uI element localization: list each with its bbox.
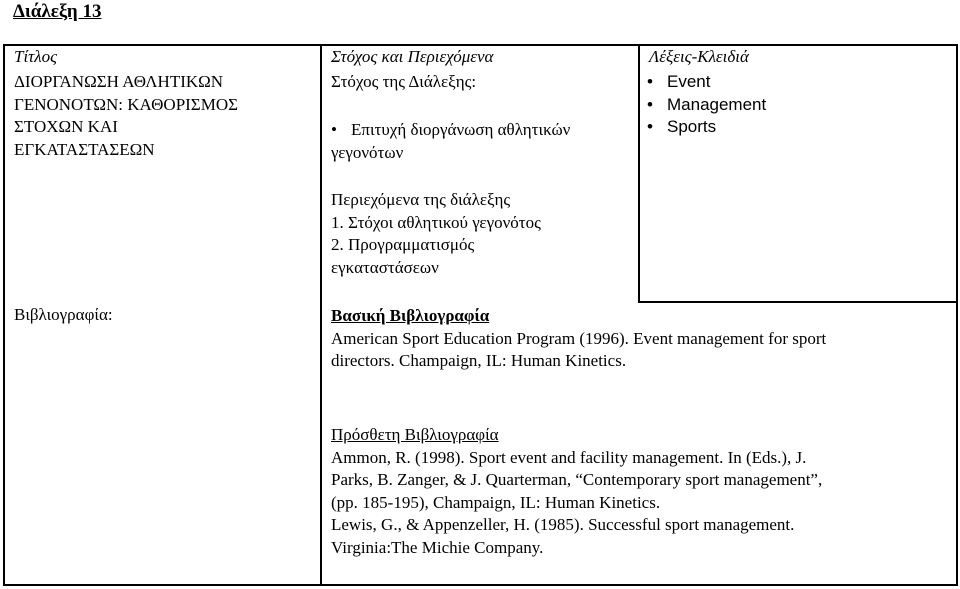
- reference-line: (pp. 185-195), Champaign, IL: Human Kinetics.: [331, 492, 661, 512]
- bullet-icon: •: [647, 94, 653, 114]
- keyword-item: Sports: [667, 117, 717, 136]
- bullet-icon: •: [331, 120, 337, 139]
- reference-line: American Sport Education Program (1996). Event management for sport: [331, 328, 827, 348]
- keywords-list: [647, 71, 766, 139]
- reference-line: directors. Champaign, IL: Human Kinetics.: [331, 351, 627, 370]
- title-line: ΣΤΟΧΩΝ ΚΑΙ: [14, 117, 118, 136]
- contents-item: εγκαταστάσεων: [331, 257, 439, 277]
- lecture-heading: Διάλεξη 13: [13, 1, 102, 22]
- additional-bibliography: [331, 424, 822, 559]
- additional-bibliography-title: Πρόσθετη Βιβλιογραφία: [331, 425, 499, 444]
- bullet-icon: •: [647, 117, 653, 136]
- goal-label: Στόχος της Διάλεξης:: [331, 72, 477, 91]
- reference-line: Parks, B. Zanger, & J. Quarterman, “Contemporary sport management”,: [331, 470, 823, 489]
- bibliography-label: Βιβλιογραφία:: [14, 305, 113, 324]
- goal-bullet-text: Επιτυχή διοργάνωση αθλητικών: [351, 120, 571, 139]
- reference-line: Virginia:The Michie Company.: [331, 537, 544, 557]
- header-title: Τίτλος: [14, 47, 58, 66]
- contents-item: 2. Προγραμματισμός: [331, 235, 475, 254]
- contents-item: 1. Στόχοι αθλητικού γεγονότος: [331, 212, 541, 232]
- title-line: ΔΙΟΡΓΑΝΩΣΗ ΑΘΛΗΤΙΚΩΝ: [14, 72, 224, 91]
- table-border-left: [3, 44, 5, 586]
- keyword-item: Event: [667, 72, 711, 91]
- keyword-item: Management: [667, 94, 767, 114]
- contents-label: Περιεχόμενα της διάλεξης: [331, 190, 511, 209]
- title-line: ΕΓΚΑΤΑΣΤΑΣΕΩΝ: [14, 139, 155, 159]
- goal-bullet-item: [331, 119, 570, 164]
- header-keywords: Λέξεις-Κλειδιά: [649, 47, 749, 66]
- goal-section: [331, 71, 476, 94]
- reference-line: Ammon, R. (1998). Sport event and facility management. In (Eds.), J.: [331, 447, 807, 467]
- basic-bibliography-title: Βασική Βιβλιογραφία: [331, 306, 490, 325]
- row-divider-keywords: [638, 301, 958, 303]
- header-goals: Στόχος και Περιεχόμενα: [331, 47, 494, 66]
- title-line: ΓΕΝΟΝΟΤΩΝ: ΚΑΘΟΡΙΣΜΟΣ: [14, 94, 238, 114]
- table-border-bottom: [3, 584, 958, 586]
- contents-section: [331, 189, 541, 279]
- reference-line: Lewis, G., & Appenzeller, H. (1985). Successful sport management.: [331, 515, 795, 534]
- lecture-title: [14, 71, 238, 161]
- basic-bibliography: [331, 305, 826, 373]
- table-border-right: [956, 44, 958, 586]
- goal-bullet-text: γεγονότων: [331, 142, 404, 162]
- bullet-icon: •: [647, 72, 653, 91]
- column-divider-title: [320, 44, 322, 586]
- column-divider-keywords: [638, 44, 640, 303]
